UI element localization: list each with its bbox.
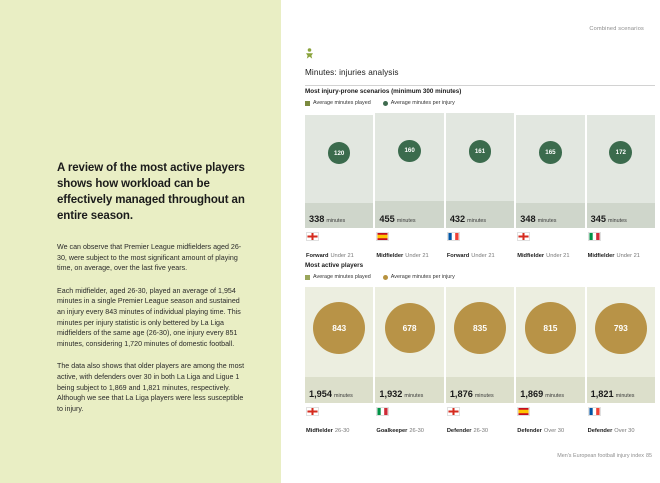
chart-column: [305, 115, 373, 228]
chart1-columns: [305, 113, 655, 228]
bar-value: 455: [379, 213, 395, 224]
position-label: Forward: [306, 253, 329, 259]
minutes-played-bar: [375, 201, 443, 228]
minutes-per-injury-bubble: 678: [385, 303, 435, 353]
section-title: Minutes: injuries analysis: [305, 68, 399, 77]
position-label: Defender: [587, 428, 613, 434]
minutes-played-bar: [587, 203, 655, 228]
chart2-axis-labels: [305, 407, 655, 437]
position-label: Defender: [446, 428, 472, 434]
age-band-label: Under 21: [471, 253, 495, 259]
axis-category: [446, 232, 514, 262]
bar-unit: minutes: [467, 217, 487, 224]
chart-injury-prone-scenarios: [305, 88, 655, 262]
square-marker-icon: [305, 101, 310, 106]
age-band-label: Over 30: [614, 428, 635, 434]
bubble-plot-area: [516, 115, 584, 203]
age-band-label: Under 21: [405, 253, 429, 259]
position-label: Forward: [446, 253, 470, 259]
bubble-plot-area: [375, 113, 443, 201]
bubble-plot-area: [446, 287, 514, 377]
minutes-played-bar: [305, 377, 373, 403]
position-label: Goalkeeper: [376, 428, 408, 434]
bar-value: 432: [449, 213, 466, 224]
age-band-label: 26-30: [334, 428, 350, 434]
chart-column: [375, 113, 443, 228]
chart1-title: Most injury-prone scenarios (minimum 300 minutes): [305, 88, 462, 95]
age-band-label: Over 30: [543, 428, 565, 434]
chart-column: [446, 113, 514, 228]
bar-unit: minutes: [474, 392, 494, 399]
axis-category: [375, 232, 443, 262]
minutes-per-injury-bubble: 120: [328, 142, 349, 163]
bar-unit: minutes: [326, 217, 346, 224]
eyebrow-label: Combined scenarios: [589, 26, 644, 32]
chart2-legend-item-0: [305, 274, 371, 280]
position-label: Midfielder: [306, 428, 333, 434]
chart-most-active-players: [305, 262, 655, 437]
square-marker-icon: [305, 275, 310, 280]
axis-category: [375, 407, 443, 437]
bar-unit: minutes: [545, 392, 565, 399]
chart1-axis-labels: [305, 232, 655, 262]
chart-column: [305, 287, 373, 403]
chart2-title: Most active players: [305, 262, 364, 269]
footer-text: Men's European football injury index: [557, 453, 644, 459]
chart-column: [587, 287, 655, 403]
bar-value: 1,932: [379, 388, 403, 399]
position-label: Midfielder: [517, 253, 545, 259]
axis-category: [305, 232, 373, 262]
chart-column: [587, 115, 655, 228]
bar-unit: minutes: [334, 392, 353, 399]
axis-category: [446, 407, 514, 437]
bar-value: 1,954: [309, 388, 332, 399]
bar-value: 1,821: [590, 388, 614, 399]
bar-value: 348: [520, 213, 536, 224]
bar-value: 1,876: [449, 388, 473, 399]
right-content: [301, 0, 656, 483]
age-band-label: Under 21: [546, 253, 570, 259]
chart-column: [516, 287, 584, 403]
chart2-legend-label-1: Average minutes per injury: [390, 274, 455, 280]
position-label: Midfielder: [587, 253, 615, 259]
bar-value: 338: [309, 213, 325, 224]
chart2-legend: [305, 274, 655, 280]
left-text-column: [57, 160, 247, 426]
minutes-played-bar: [305, 203, 373, 228]
bubble-plot-area: [375, 287, 443, 377]
minutes-played-bar: [446, 377, 514, 403]
bar-unit: minutes: [615, 392, 635, 399]
bubble-plot-area: [587, 115, 655, 203]
bubble-plot-area: [305, 115, 373, 203]
axis-category: [305, 407, 373, 437]
left-text-panel: [0, 0, 281, 483]
body-paragraph-1: We can observe that Premier League midfielders aged 26-30, were subject to the most significant amount of playing time, on average, over the last five years.: [57, 243, 242, 273]
minutes-per-injury-bubble: 161: [469, 140, 492, 163]
age-band-label: 26-30: [409, 428, 424, 434]
chart1-legend-item-0: [305, 100, 371, 106]
minutes-played-bar: [516, 377, 584, 403]
right-chart-panel: [281, 0, 660, 483]
bar-value: 345: [590, 213, 606, 224]
bar-unit: minutes: [404, 392, 424, 399]
circle-marker-icon: [383, 101, 388, 106]
body-paragraph-3: The data also shows that older players are among the most active, with defenders over 30 in both La Liga and Ligue 1 being subject to 1,869 and 1,821 minutes, respectively. Although we see that La Liga players were less susceptible to injury.: [57, 362, 245, 413]
minutes-played-bar: [516, 203, 584, 228]
flag-icon-italy: [588, 232, 601, 241]
page-number: 85: [646, 453, 652, 459]
position-label: Defender: [517, 428, 542, 434]
flag-icon-france: [447, 232, 460, 241]
chart-column: [446, 287, 514, 403]
flag-icon-france: [588, 407, 601, 416]
chart1-legend-label-0: Average minutes played: [313, 100, 371, 106]
minutes-played-bar: [587, 377, 655, 403]
axis-category: [516, 232, 584, 262]
chart-column: [375, 287, 443, 403]
chart1-legend-label-1: Average minutes per injury: [390, 100, 455, 106]
minutes-per-injury-bubble: 815: [525, 302, 577, 354]
minutes-per-injury-bubble: 165: [539, 141, 562, 164]
flag-icon-italy: [376, 407, 389, 416]
minutes-per-injury-bubble: 793: [595, 303, 646, 354]
axis-category: [587, 407, 655, 437]
position-label: Midfielder: [376, 253, 404, 259]
bar-unit: minutes: [537, 217, 557, 224]
age-band-label: Under 21: [330, 253, 354, 259]
bubble-plot-area: [587, 287, 655, 377]
circle-marker-icon: [383, 275, 388, 280]
minutes-per-injury-bubble: 172: [609, 141, 632, 164]
bar-unit: minutes: [607, 217, 627, 224]
minutes-per-injury-bubble: 843: [313, 302, 365, 354]
chart2-legend-label-0: Average minutes played: [313, 274, 371, 280]
lead-paragraph: A review of the most active players shows how workload can be effectively managed throughout an entire season.: [57, 162, 245, 222]
person-icon: [305, 46, 314, 57]
chart-column: [516, 115, 584, 228]
bar-unit: minutes: [396, 217, 416, 224]
chart2-columns: [305, 287, 655, 403]
age-band-label: Under 21: [616, 253, 640, 259]
flag-icon-england: [306, 232, 319, 241]
flag-icon-england: [306, 407, 319, 416]
section-header: [305, 62, 655, 86]
body-paragraph-2: Each midfielder, aged 26-30, played an average of 1,954 minutes in a single Premier League season and sustained an injury every 843 minutes of individual playing time. This minutes per injury statistic is only bettered by La Liga midfielders of the same age (26-30), one injury every 851 minutes, considering 1,720 minutes of domestic football.: [57, 286, 241, 348]
bar-value: 1,869: [520, 388, 544, 399]
chart1-legend-item-1: [383, 100, 455, 106]
bubble-plot-area: [305, 287, 373, 377]
minutes-played-bar: [375, 377, 443, 403]
bubble-plot-area: [446, 113, 514, 201]
flag-icon-spain: [517, 407, 530, 416]
flag-icon-spain: [376, 232, 389, 241]
axis-category: [587, 232, 655, 262]
minutes-per-injury-bubble: 835: [454, 302, 506, 354]
chart1-legend: [305, 100, 655, 106]
flag-icon-england: [447, 407, 460, 416]
flag-icon-england: [517, 232, 530, 241]
chart2-legend-item-1: [383, 274, 455, 280]
bubble-plot-area: [516, 287, 584, 377]
minutes-per-injury-bubble: 160: [398, 140, 421, 163]
minutes-played-bar: [446, 201, 514, 228]
age-band-label: 26-30: [473, 428, 489, 434]
axis-category: [516, 407, 584, 437]
